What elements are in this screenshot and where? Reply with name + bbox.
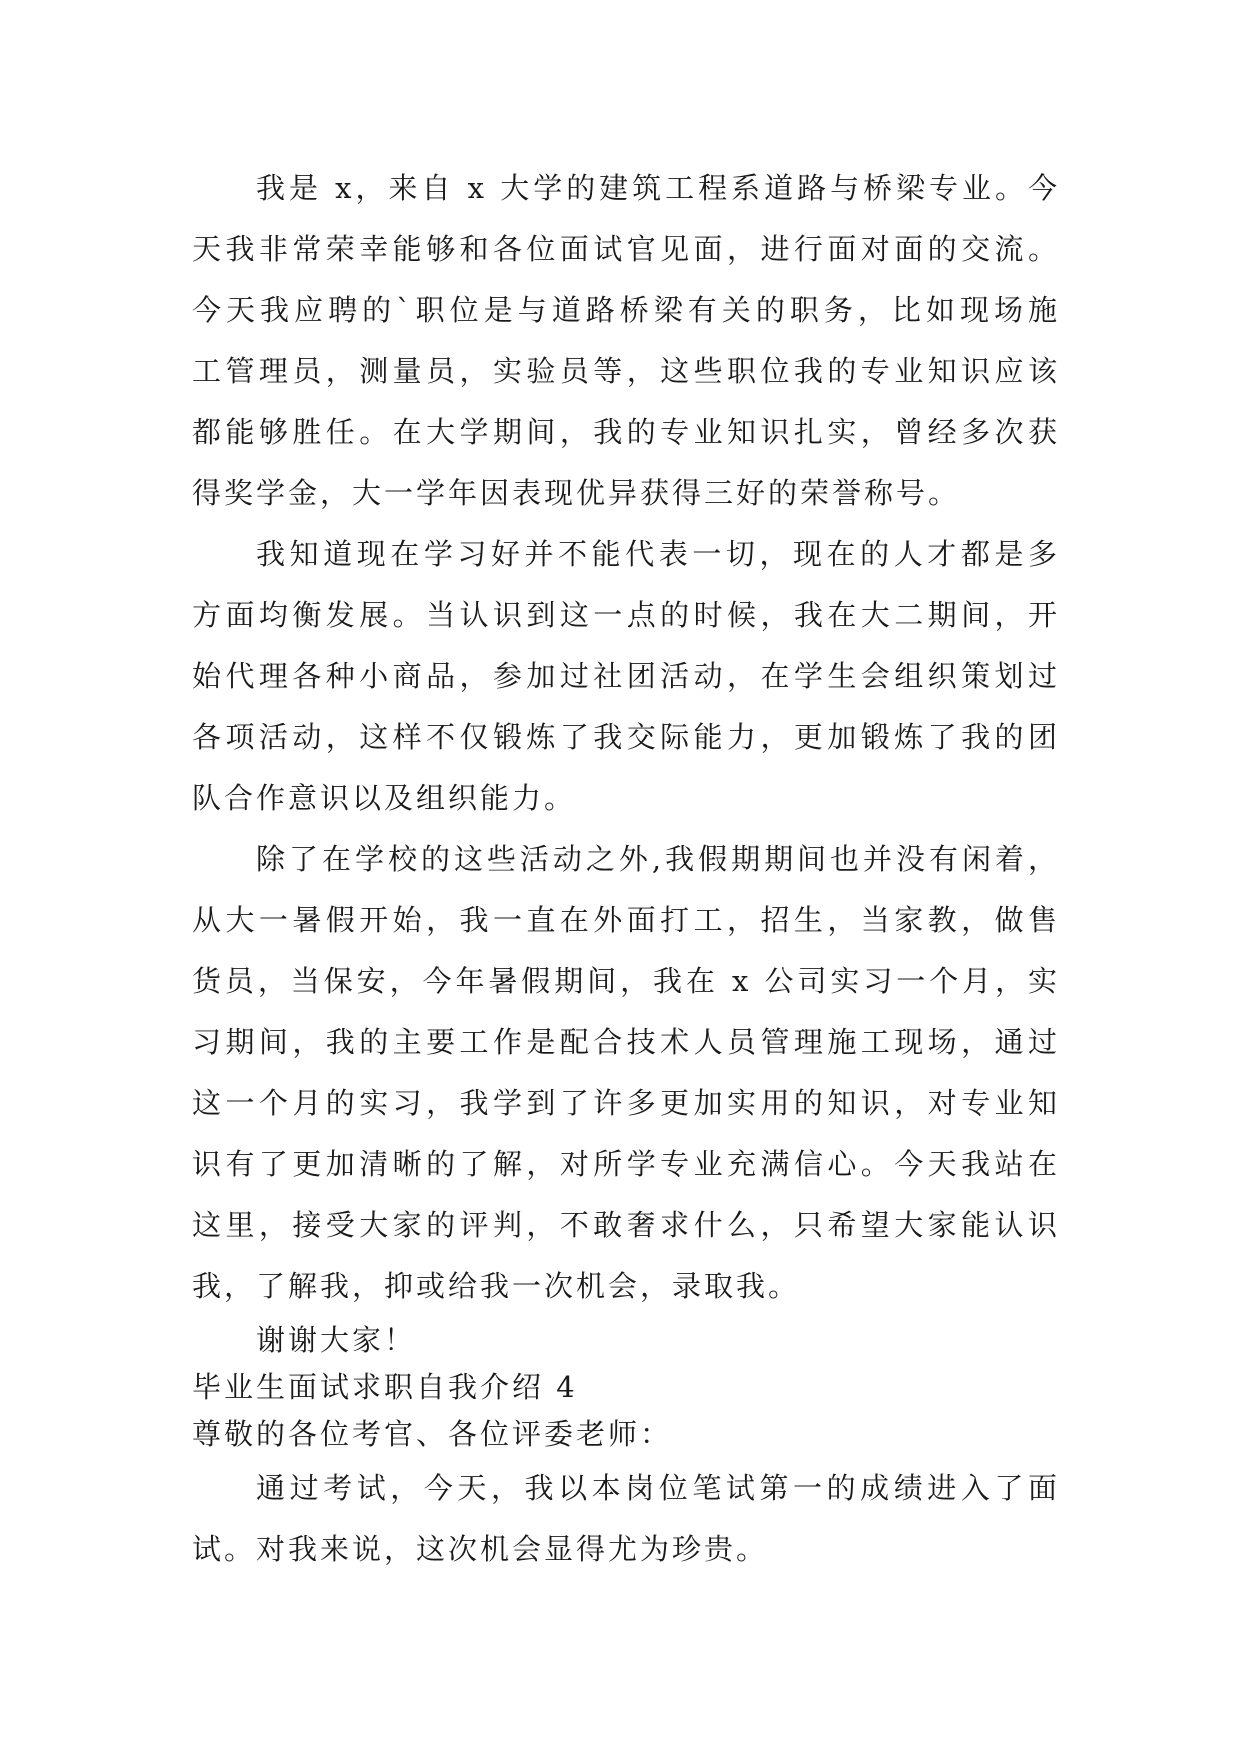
section-title: 毕业生面试求职自我介绍 4 (192, 1370, 578, 1404)
paragraph-line: 始代理各种小商品，参加过社团活动，在学生会组织策划过 (192, 659, 1060, 693)
paragraph-line: 通过考试，今天，我以本岗位笔试第一的成绩进入了面 (256, 1471, 1060, 1505)
paragraph-line: 各项活动，这样不仅锻炼了我交际能力，更加锻炼了我的团 (192, 720, 1060, 754)
paragraph-line: 试。对我来说，这次机会显得尤为珍贵。 (192, 1532, 769, 1566)
paragraph-line: 今天我应聘的`职位是与道路桥梁有关的职务，比如现场施 (192, 293, 1060, 327)
paragraph-line: 都能够胜任。在大学期间，我的专业知识扎实，曾经多次获 (192, 415, 1060, 449)
paragraph-line: 队合作意识以及组织能力。 (192, 781, 577, 815)
paragraph-line: 我是 x，来自 x 大学的建筑工程系道路与桥梁专业。今 (256, 171, 1060, 205)
paragraph-line: 得奖学金，大一学年因表现优异获得三好的荣誉称号。 (192, 476, 961, 510)
paragraph-line: 习期间，我的主要工作是配合技术人员管理施工现场，通过 (192, 1025, 1060, 1059)
paragraph-line: 这里，接受大家的评判，不敢奢求什么，只希望大家能认识 (192, 1208, 1060, 1242)
paragraph-line: 除了在学校的这些活动之外,我假期期间也并没有闲着， (256, 842, 1060, 876)
paragraph-line: 天我非常荣幸能够和各位面试官见面，进行面对面的交流。 (192, 232, 1060, 266)
paragraph-line: 我知道现在学习好并不能代表一切，现在的人才都是多 (256, 537, 1060, 571)
salutation: 尊敬的各位考官、各位评委老师： (192, 1417, 673, 1451)
document-body (192, 158, 1060, 1580)
closing-thanks: 谢谢大家！ (256, 1323, 417, 1357)
paragraph-line: 这一个月的实习，我学到了许多更加实用的知识，对专业知 (192, 1086, 1060, 1120)
paragraph-line: 我，了解我，抑或给我一次机会，录取我。 (192, 1269, 801, 1303)
paragraph-line: 从大一暑假开始，我一直在外面打工，招生，当家教，做售 (192, 903, 1060, 937)
paragraph-line: 工管理员，测量员，实验员等，这些职位我的专业知识应该 (192, 354, 1060, 388)
paragraph-line: 方面均衡发展。当认识到这一点的时候，我在大二期间，开 (192, 598, 1060, 632)
paragraph-line: 识有了更加清晰的了解，对所学专业充满信心。今天我站在 (192, 1147, 1060, 1181)
paragraph-line: 货员，当保安，今年暑假期间，我在 x 公司实习一个月，实 (192, 964, 1060, 998)
